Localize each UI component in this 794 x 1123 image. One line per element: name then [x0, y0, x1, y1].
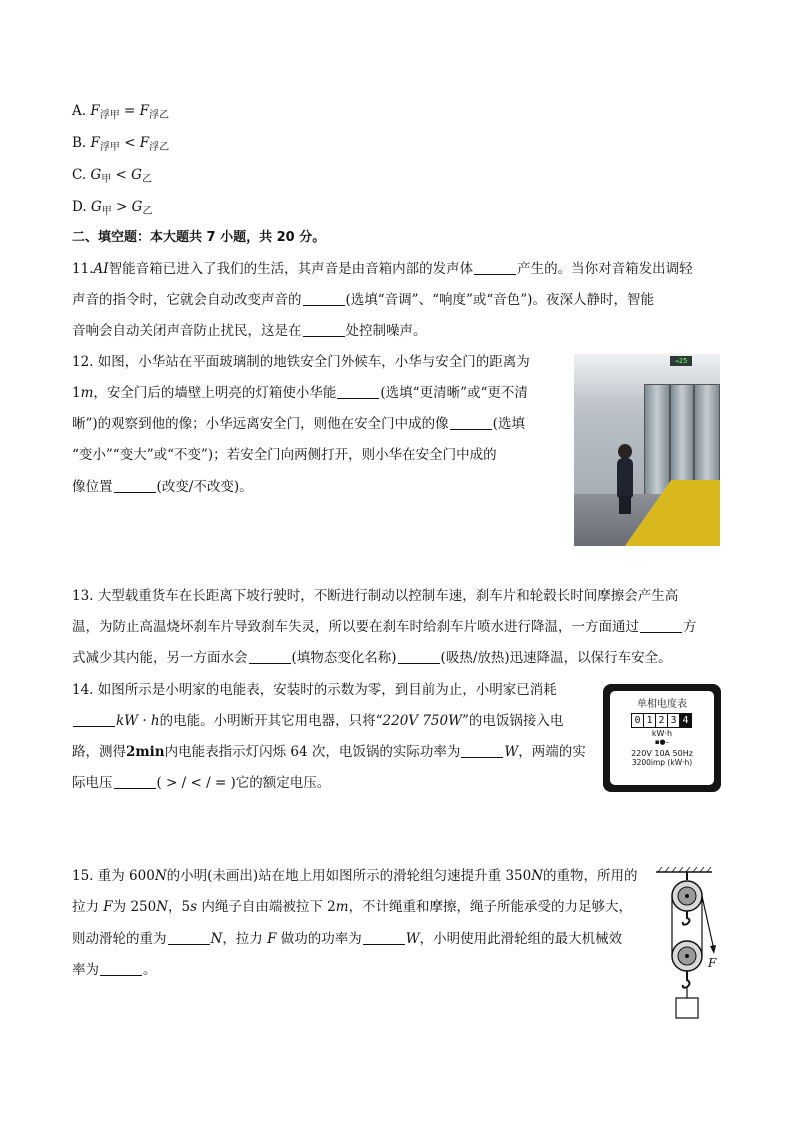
middle-hook-icon	[683, 911, 690, 925]
answer-blank[interactable]	[114, 774, 156, 789]
q12-line2: 1m，安全门后的墙壁上明亮的灯箱使小华能 (选填“更清晰”或“更不清	[72, 385, 528, 401]
meter-digit: 3	[667, 713, 680, 728]
answer-blank[interactable]	[100, 961, 142, 976]
photo-child-body	[617, 458, 633, 498]
movable-pulley-axle	[685, 954, 689, 958]
q12-line1: 12. 如图，小华站在平面玻璃制的地铁安全门外候车，小华与安全门的距离为	[72, 354, 530, 370]
lower-hook-icon	[683, 971, 690, 988]
pulley-system-diagram	[650, 866, 730, 1022]
option-d: D. $G_甲 > G_乙$	[72, 199, 153, 217]
electric-meter	[603, 684, 721, 792]
option-c: C. $G_甲 < G_乙$	[72, 167, 152, 185]
meter-indicator-lamp-icon: ▪●–	[654, 738, 670, 746]
fixed-pulley-axle	[685, 894, 689, 898]
q13-line1: 13. 大型载重货车在长距离下坡行驶时，不断进行制动以控制车速，刹车片和轮毂长时间摩擦会产生高	[72, 588, 679, 604]
force-arrow-icon	[710, 945, 716, 954]
answer-blank[interactable]	[450, 415, 492, 430]
force-label: F	[708, 956, 717, 970]
meter-face	[610, 691, 714, 785]
meter-digit: 4	[679, 713, 692, 728]
q11-line3: 音响会自动关闭声音防止扰民，这是在 处控制噪声。	[72, 323, 427, 339]
q11-line2: 声音的指令时，它就会自动改变声音的 (选填“音调”、“响度”或“音色”)。夜深人静时，智能	[72, 292, 654, 308]
q15-line3: 则动滑轮的重为 N，拉力 F 做功的功率为 W，小明使用此滑轮组的最大机械效	[72, 931, 623, 947]
q11-line1: 11.AI智能音箱已进入了我们的生活，其声音是由音箱内部的发声体 产生的。当你对音箱发出调轻	[72, 261, 693, 277]
section-heading: 二、填空题：本大题共 7 小题，共 20 分。	[72, 230, 326, 245]
meter-unit: kW·h	[651, 729, 673, 738]
photo-child-head	[618, 444, 632, 459]
rope-free-end	[702, 896, 714, 950]
answer-blank[interactable]	[474, 260, 516, 275]
answer-blank[interactable]	[461, 743, 503, 758]
q12-line5: 像位置 (改变/不改变)。	[72, 479, 253, 495]
q15-line4: 率为 。	[72, 962, 157, 978]
subway-platform-photo	[574, 354, 720, 546]
answer-blank[interactable]	[398, 649, 440, 664]
meter-digit: 2	[655, 713, 668, 728]
answer-blank[interactable]	[337, 384, 379, 399]
q12-line4: “变小”“变大”或“不变”)；若安全门向两侧打开，则小华在安全门中成的	[72, 447, 497, 463]
photo-sign: →25	[670, 356, 692, 366]
q14-line3: 路，测得2min内电能表指示灯闪烁 64 次，电饭锅的实际功率为 W，两端的实	[72, 744, 586, 760]
option-a: A. $F_{浮甲} = F_{浮乙}$	[72, 103, 169, 121]
meter-digits	[610, 713, 714, 728]
answer-blank[interactable]	[114, 478, 156, 493]
meter-spec-rating: 220V 10A 50Hz	[631, 749, 693, 758]
answer-blank[interactable]	[73, 712, 115, 727]
photo-child-legs	[619, 496, 631, 514]
answer-blank[interactable]	[303, 322, 345, 337]
answer-blank[interactable]	[363, 930, 405, 945]
option-b: B. $F_{浮甲} < F_{浮乙}$	[72, 135, 170, 153]
meter-title: 单相电度表	[637, 699, 687, 710]
answer-blank[interactable]	[640, 618, 682, 633]
q12-line3: 晰”)的观察到他的像；小华远离安全门，则他在安全门中成的像 (选填	[72, 416, 525, 432]
answer-blank[interactable]	[303, 291, 345, 306]
q14-line2: kW · h的电能。小明断开其它用电器，只将“220V 750W”的电饭锅接入电	[72, 711, 563, 731]
answer-blank[interactable]	[168, 930, 210, 945]
q13-line3: 式减少其内能，另一方面水会 (填物态变化名称) (吸热/放热)迅速降温，以保行车安全。	[72, 650, 672, 666]
q15-line2: 拉力 F为 250N，5s 内绳子自由端被拉下 2m，不计绳重和摩擦，绳子所能承受的力足够大，	[72, 899, 633, 915]
meter-digit: 0	[631, 713, 644, 728]
answer-blank[interactable]	[249, 649, 291, 664]
meter-digit: 1	[643, 713, 656, 728]
q15-line1: 15. 重为 600N的小明(未画出)站在地上用如图所示的滑轮组匀速提升重 350N的重物，所用的	[72, 868, 638, 884]
q14-line4: 际电压 ( > / < / = )它的额定电压。	[72, 775, 331, 791]
q13-line2: 温，为防止高温烧坏刹车片导致刹车失灵，所以要在刹车时给刹车片喷水进行降温，一方面通过 方	[72, 619, 697, 635]
q14-line1: 14. 如图所示是小明家的电能表，安装时的示数为零，到目前为止，小明家已消耗	[72, 682, 557, 698]
meter-spec-constant: 3200imp (kW·h)	[631, 758, 693, 767]
load-block	[676, 998, 698, 1018]
